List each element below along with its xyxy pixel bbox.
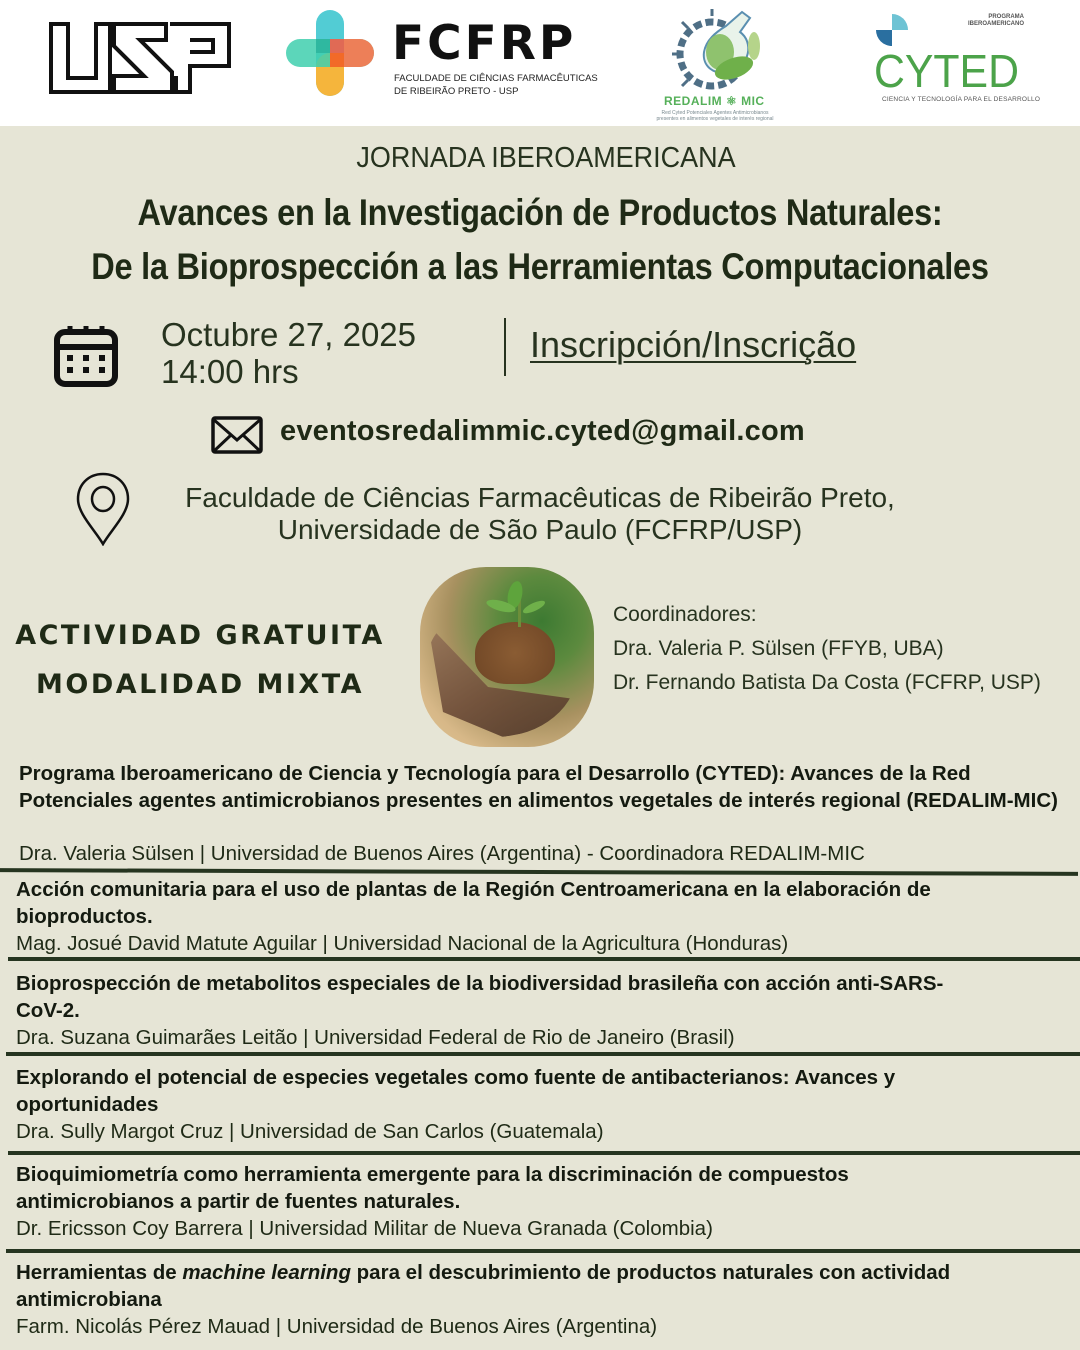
divider: [504, 318, 506, 376]
coordinator-2: Dr. Fernando Batista Da Costa (FCFRP, USP): [613, 671, 1041, 694]
talk-title: Bioquimiometría como herramienta emergente para la discriminación de compuestos antimicrobianos a partir de fuentes naturales.: [16, 1163, 849, 1213]
talk-title: Explorando el potencial de especies vegetales como fuente de antibacterianos: Avances y oportunidades: [16, 1066, 896, 1116]
fcfrp-title: FCFRP: [392, 16, 577, 71]
redalim-virus-flask-logo: [668, 6, 768, 94]
venue-address: [140, 482, 940, 546]
seedling-leaf: [521, 598, 546, 615]
separator-line: [8, 957, 1080, 961]
cyted-mark-logo: [876, 14, 910, 46]
soil-shape: [475, 622, 555, 684]
logo-header: [0, 0, 1080, 126]
event-title-line1: Avances en la Investigación de Productos Naturales:: [137, 192, 943, 233]
fcfrp-subtitle-line1: FACULDADE DE CIÊNCIAS FARMACÊUTICAS: [394, 73, 598, 84]
event-title-line2: De la Bioprospección a las Herramientas Computacionales: [91, 246, 989, 287]
coordinator-1: Dra. Valeria P. Sülsen (FFYB, UBA): [613, 637, 944, 660]
contact-email[interactable]: eventosredalimmic.cyted@gmail.com: [280, 415, 805, 447]
separator-line: [6, 1249, 1080, 1253]
talk-title-italic: machine learning: [182, 1261, 351, 1284]
cyted-program-line2: IBEROAMERICANO: [967, 21, 1024, 27]
event-kicker: JORNADA IBEROAMERICANA: [356, 142, 736, 174]
hands-with-seedling-photo: [420, 567, 594, 747]
talk-title-part: para el descubrimiento de productos naturales con actividad antimicrobiana: [16, 1261, 951, 1311]
free-activity-badge: ACTIVIDAD GRATUITA: [15, 620, 385, 651]
talk-speaker: Mag. Josué David Matute Aguilar | Universidad Nacional de la Agricultura (Honduras): [16, 932, 789, 955]
talk-title: Programa Iberoamericano de Ciencia y Tecnología para el Desarrollo (CYTED): Avances de la Red Potenciales agentes antimicrobianos presentes en alimentos vegetales de interés regional (REDALIM-MIC): [19, 762, 1058, 812]
address-line1: Faculdade de Ciências Farmacêuticas de Ribeirão Preto,: [185, 482, 895, 513]
registration-link[interactable]: Inscripción/Inscrição: [530, 324, 857, 365]
cyted-program-label: [960, 14, 1024, 28]
talk-title-part: Herramientas de: [16, 1261, 183, 1284]
event-time: 14:00 hrs: [161, 353, 299, 390]
calendar-icon: [53, 325, 119, 387]
mixed-modality-badge: MODALIDAD MIXTA: [36, 669, 364, 700]
coordinators-label: Coordinadores:: [613, 603, 757, 626]
envelope-icon: [211, 416, 263, 454]
location-pin-icon: [75, 472, 131, 546]
talk-speaker: Dra. Sully Margot Cruz | Universidad de San Carlos (Guatemala): [16, 1120, 604, 1143]
separator-line: [8, 1151, 1080, 1155]
cyted-title: CYTED: [874, 45, 1019, 97]
fcfrp-cross-logo: [286, 10, 374, 96]
usp-logo: [48, 20, 232, 96]
talk-speaker: Dr. Ericsson Coy Barrera | Universidad Militar de Nueva Granada (Colombia): [16, 1217, 713, 1240]
cyted-subtitle: CIENCIA Y TECNOLOGÍA PARA EL DESARROLLO: [882, 96, 1041, 103]
talk-speaker: Dra. Valeria Sülsen | Universidad de Buenos Aires (Argentina) - Coordinadora REDALIM-MIC: [19, 842, 865, 865]
talk-title: Acción comunitaria para el uso de plantas de la Región Centroamericana en la elaboración de bioproductos.: [16, 878, 931, 928]
address-line2: Universidade de São Paulo (FCFRP/USP): [277, 514, 803, 545]
fcfrp-subtitle-line2: DE RIBEIRÃO PRETO - USP: [394, 86, 519, 97]
talk-title: Bioprospección de metabolitos especiales de la biodiversidad brasileña con acción anti-SARS-CoV-2.: [16, 972, 944, 1022]
talk-speaker: Farm. Nicolás Pérez Mauad | Universidad de Buenos Aires (Argentina): [16, 1315, 658, 1338]
redalim-name: REDALIM ⚛ MIC: [664, 94, 765, 108]
fcfrp-subtitle: [394, 72, 598, 98]
event-date: Octubre 27, 2025: [161, 316, 417, 353]
redalim-subtitle: Red Cyted Potenciales Agentes Antimicrobianos presentes en alimentos vegetales de interés regional: [656, 110, 774, 122]
cyted-program-line1: PROGRAMA: [988, 14, 1024, 20]
separator-line: [6, 1052, 1080, 1056]
talk-speaker: Dra. Suzana Guimarães Leitão | Universidad Federal de Rio de Janeiro (Brasil): [16, 1026, 735, 1049]
talk-title: [16, 1259, 1016, 1313]
separator-line: [0, 868, 1078, 876]
